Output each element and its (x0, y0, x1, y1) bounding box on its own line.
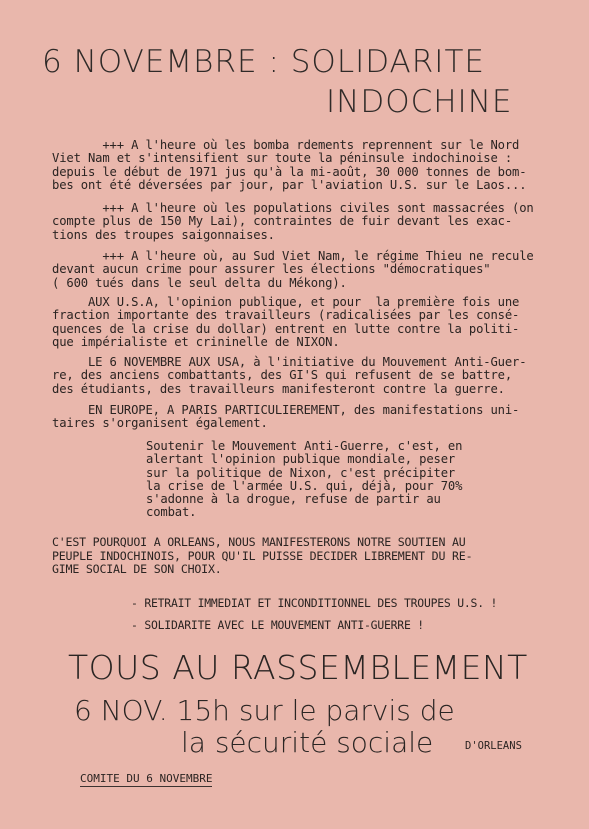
paragraph-thieu-regime: +++ A l'heure où, au Sud Viet Nam, le régime Thieu ne recule devant aucun crime pour assurer les élections "démocratiques" ( 600 tués dans le seul delta du Mékong). (52, 249, 534, 290)
signature: COMITE DU 6 NOVEMBRE (80, 772, 213, 785)
rally-headline: TOUS AU RASSEMBLEMENT (68, 648, 528, 687)
rally-location: la sécurité sociale (181, 726, 434, 759)
demand-withdrawal: - RETRAIT IMMEDIAT ET INCONDITIONNEL DES TROUPES U.S. ! (131, 596, 498, 610)
paragraph-civilians: +++ A l'heure où les populations civiles sont massacrées (on compte plus de 150 My Lai), contraintes de fuir devant les exac- tions des troupes saigonnaises. (52, 201, 534, 242)
headline-line-1: 6 NOVEMBRE : SOLIDARITE (42, 44, 485, 80)
call-to-action: C'EST POURQUOI A ORLEANS, NOUS MANIFESTERONS NOTRE SOUTIEN AU PEUPLE INDOCHINOIS, POUR QU'IL PUISSE DECIDER LIBREMENT DU RE- GIME SOCIAL DE SON CHOIX. (52, 535, 473, 576)
rally-date-place: 6 NOV. 15h sur le parvis de (74, 694, 455, 727)
demand-solidarity: - SOLIDARITE AVEC LE MOUVEMENT ANTI-GUERRE ! (131, 618, 424, 632)
paragraph-november-usa: LE 6 NOVEMBRE AUX USA, à l'initiative du Mouvement Anti-Guer- re, des anciens combattants, des GI'S qui refusent de se battre, des étudiants, des travailleurs manifesteront contre la guerre. (52, 355, 527, 396)
headline-line-2: INDOCHINE (326, 84, 513, 120)
paragraph-europe: EN EUROPE, A PARIS PARTICULIEREMENT, des manifestations uni- taires s'organisent également. (52, 403, 520, 431)
paragraph-bombings: +++ A l'heure où les bomba rdements reprennent sur le Nord Viet Nam et s'intensifient sur toute la péninsule indochinoise : depuis le début de 1971 jus qu'à la mi-août, 30 000 tonnes de bom- bes ont été déversées par jour, par l'aviation U.S. sur le Laos... (52, 138, 527, 192)
paragraph-usa-opinion: AUX U.S.A, l'opinion publique, et pour la première fois une fraction importante des travailleurs (radicalisées par les consé- quences de la crise du dollar) entrent en lutte contre la politi- que impérialiste et crininelle de NIXON. (52, 295, 520, 349)
rally-city: D'ORLEANS (465, 740, 522, 752)
anti-war-quote: Soutenir le Mouvement Anti-Guerre, c'est, en alertant l'opinion publique mondiale, peser sur la politique de Nixon, c'est précipiter la crise de l'armée U.S. qui, déjà, pour 70% s'adonne à la drogue, refuse de partir au combat. (146, 439, 463, 520)
